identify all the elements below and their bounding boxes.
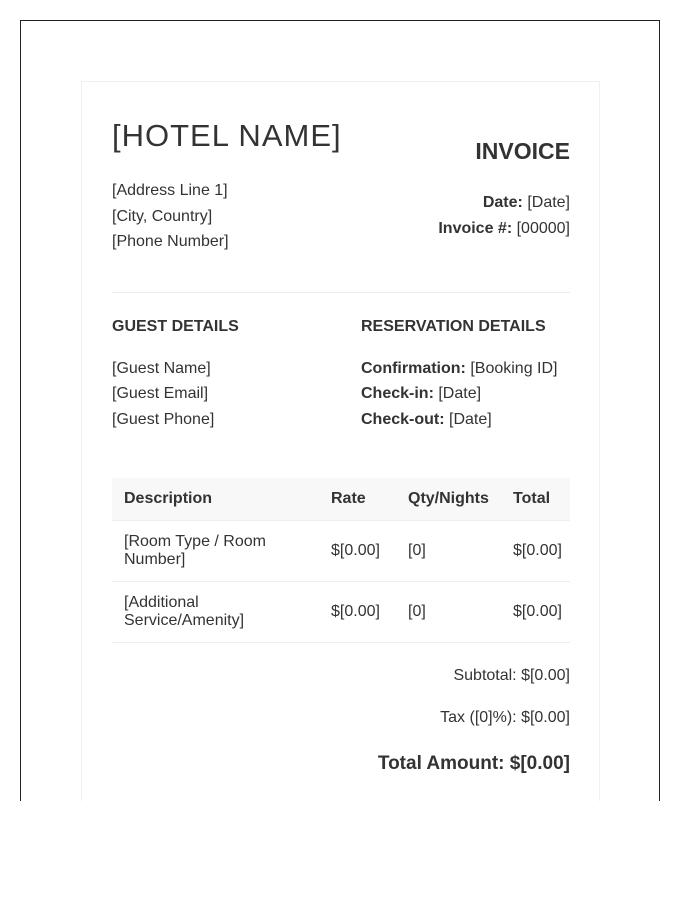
hotel-phone: [Phone Number] <box>112 233 229 250</box>
row-rate: $[0.00] <box>323 521 396 582</box>
header-qty: Qty/Nights <box>396 478 501 521</box>
invoice-number-label: Invoice #: <box>438 220 513 237</box>
header-rate: Rate <box>323 478 396 521</box>
hotel-name: [HOTEL NAME] <box>112 118 342 153</box>
header-description: Description <box>112 478 323 521</box>
row-qty: [0] <box>396 582 501 643</box>
reservation-details-heading: RESERVATION DETAILS <box>361 318 546 335</box>
total-amount: Total Amount: $[0.00] <box>377 753 570 774</box>
table-header-row <box>112 478 570 521</box>
hotel-city-country: [City, Country] <box>112 208 213 225</box>
subtotal: Subtotal: $[0.00] <box>453 667 570 684</box>
section-divider <box>112 292 570 293</box>
checkout-value: [Date] <box>449 411 492 428</box>
tax: Tax ([0]%): $[0.00] <box>440 709 570 726</box>
row-description: [Additional Service/Amenity] <box>112 582 323 643</box>
confirmation-label: Confirmation: <box>361 360 466 377</box>
reservation-checkout <box>361 411 492 429</box>
invoice-title: INVOICE <box>475 138 570 164</box>
invoice-items-table <box>112 478 570 643</box>
reservation-checkin <box>361 385 481 403</box>
table-row <box>112 582 570 643</box>
checkin-label: Check-in: <box>361 385 434 402</box>
invoice-date <box>483 194 570 212</box>
checkout-label: Check-out: <box>361 411 445 428</box>
hotel-address-line: [Address Line 1] <box>112 182 228 199</box>
row-total: $[0.00] <box>501 521 570 582</box>
invoice-number <box>438 220 570 238</box>
guest-phone: [Guest Phone] <box>112 411 215 428</box>
row-qty: [0] <box>396 521 501 582</box>
invoice-number-value: [00000] <box>516 220 570 237</box>
table-row <box>112 521 570 582</box>
reservation-confirmation <box>361 360 557 378</box>
confirmation-value: [Booking ID] <box>470 360 558 377</box>
header-total: Total <box>501 478 570 521</box>
checkin-value: [Date] <box>438 385 482 402</box>
guest-email: [Guest Email] <box>112 385 209 402</box>
row-rate: $[0.00] <box>323 582 396 643</box>
invoice-date-label: Date: <box>482 194 523 211</box>
row-description: [Room Type / Room Number] <box>112 521 323 582</box>
guest-name: [Guest Name] <box>112 360 211 377</box>
guest-details-heading: GUEST DETAILS <box>112 318 239 335</box>
row-total: $[0.00] <box>501 582 570 643</box>
invoice-date-value: [Date] <box>527 194 570 211</box>
